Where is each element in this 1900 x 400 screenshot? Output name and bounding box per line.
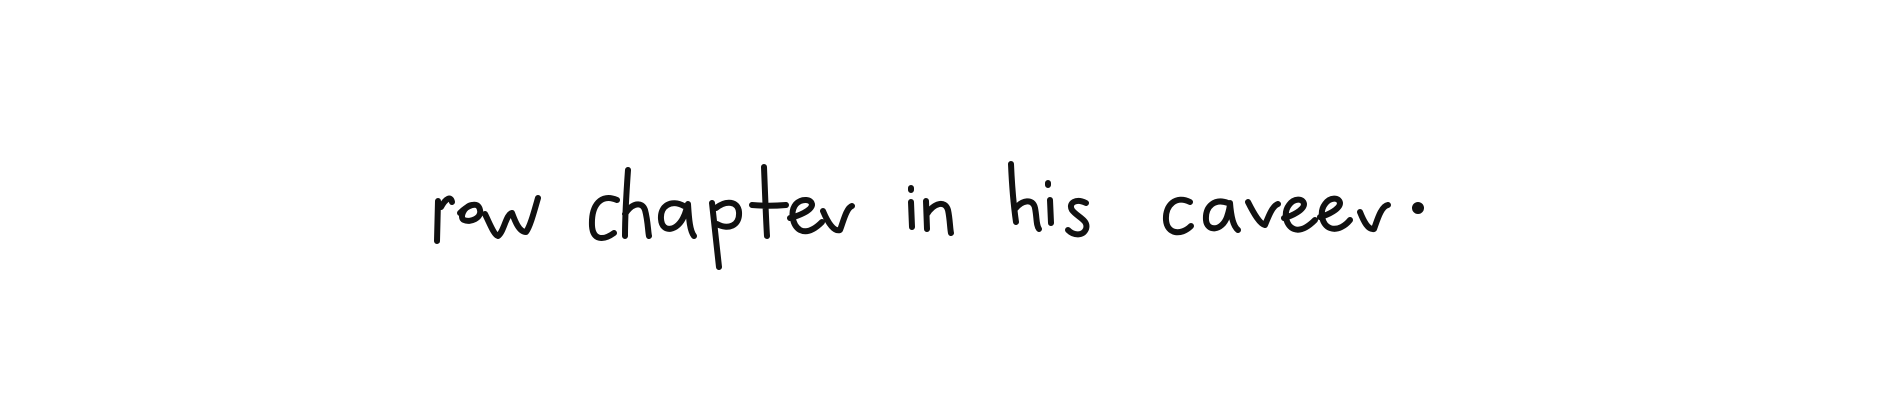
ink-strokes xyxy=(437,164,1421,267)
word-career xyxy=(1166,199,1388,233)
word-chapter xyxy=(592,167,852,267)
period-mark xyxy=(1415,205,1421,211)
word-in xyxy=(911,188,951,233)
word-new xyxy=(437,198,538,241)
word-his xyxy=(1011,164,1086,234)
